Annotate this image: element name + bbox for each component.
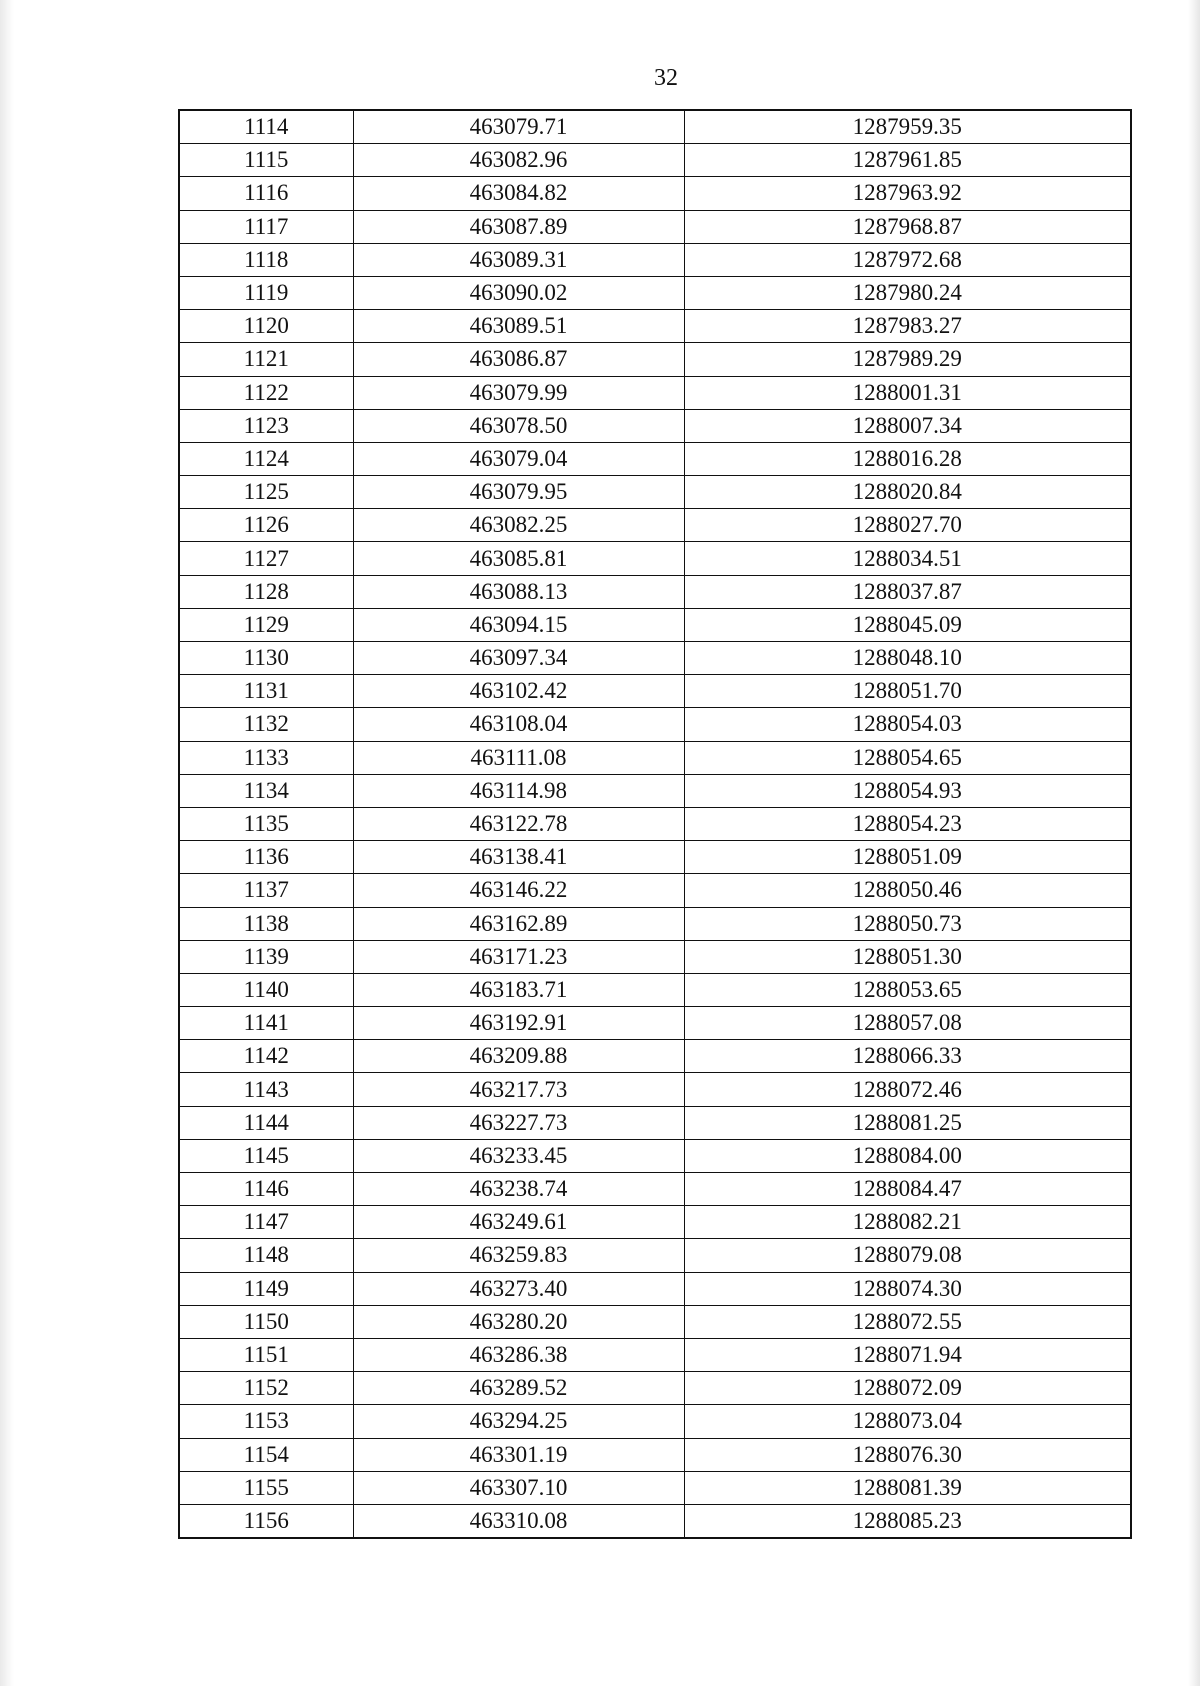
y-coordinate-cell: 1288048.10: [684, 642, 1131, 675]
table-row: [179, 575, 1131, 608]
table-row: [179, 110, 1131, 144]
y-coordinate-cell: 1288074.30: [684, 1272, 1131, 1305]
y-coordinate-cell: 1288016.28: [684, 442, 1131, 475]
point-number-cell: 1123: [179, 409, 353, 442]
x-coordinate-cell: 463310.08: [353, 1504, 684, 1538]
x-coordinate-cell: 463094.15: [353, 608, 684, 641]
table-row: [179, 841, 1131, 874]
table-row: [179, 1405, 1131, 1438]
table-row: [179, 343, 1131, 376]
x-coordinate-cell: 463171.23: [353, 940, 684, 973]
point-number-cell: 1153: [179, 1405, 353, 1438]
x-coordinate-cell: 463280.20: [353, 1305, 684, 1338]
x-coordinate-cell: 463086.87: [353, 343, 684, 376]
table-row: [179, 1504, 1131, 1538]
table-row: [179, 1305, 1131, 1338]
x-coordinate-cell: 463082.25: [353, 509, 684, 542]
x-coordinate-cell: 463084.82: [353, 177, 684, 210]
x-coordinate-cell: 463087.89: [353, 210, 684, 243]
y-coordinate-cell: 1288085.23: [684, 1504, 1131, 1538]
table-row: [179, 509, 1131, 542]
point-number-cell: 1129: [179, 608, 353, 641]
x-coordinate-cell: 463289.52: [353, 1372, 684, 1405]
x-coordinate-cell: 463249.61: [353, 1206, 684, 1239]
x-coordinate-cell: 463102.42: [353, 675, 684, 708]
table-row: [179, 1073, 1131, 1106]
y-coordinate-cell: 1288050.73: [684, 907, 1131, 940]
y-coordinate-cell: 1287983.27: [684, 310, 1131, 343]
x-coordinate-cell: 463259.83: [353, 1239, 684, 1272]
x-coordinate-cell: 463108.04: [353, 708, 684, 741]
coordinate-table-body: [179, 110, 1131, 1538]
x-coordinate-cell: 463079.04: [353, 442, 684, 475]
y-coordinate-cell: 1288084.00: [684, 1139, 1131, 1172]
y-coordinate-cell: 1287959.35: [684, 110, 1131, 144]
x-coordinate-cell: 463138.41: [353, 841, 684, 874]
x-coordinate-cell: 463114.98: [353, 774, 684, 807]
x-coordinate-cell: 463122.78: [353, 807, 684, 840]
x-coordinate-cell: 463227.73: [353, 1106, 684, 1139]
x-coordinate-cell: 463162.89: [353, 907, 684, 940]
table-row: [179, 1372, 1131, 1405]
point-number-cell: 1121: [179, 343, 353, 376]
table-row: [179, 1438, 1131, 1471]
point-number-cell: 1126: [179, 509, 353, 542]
y-coordinate-cell: 1288050.46: [684, 874, 1131, 907]
y-coordinate-cell: 1288020.84: [684, 476, 1131, 509]
y-coordinate-cell: 1288054.03: [684, 708, 1131, 741]
table-row: [179, 210, 1131, 243]
point-number-cell: 1130: [179, 642, 353, 675]
y-coordinate-cell: 1288054.93: [684, 774, 1131, 807]
y-coordinate-cell: 1288076.30: [684, 1438, 1131, 1471]
table-row: [179, 708, 1131, 741]
y-coordinate-cell: 1287980.24: [684, 276, 1131, 309]
y-coordinate-cell: 1288027.70: [684, 509, 1131, 542]
y-coordinate-cell: 1287968.87: [684, 210, 1131, 243]
point-number-cell: 1132: [179, 708, 353, 741]
x-coordinate-cell: 463238.74: [353, 1173, 684, 1206]
table-row: [179, 476, 1131, 509]
y-coordinate-cell: 1288001.31: [684, 376, 1131, 409]
y-coordinate-cell: 1288045.09: [684, 608, 1131, 641]
y-coordinate-cell: 1288079.08: [684, 1239, 1131, 1272]
coordinate-table: [178, 109, 1132, 1539]
x-coordinate-cell: 463307.10: [353, 1471, 684, 1504]
table-row: [179, 442, 1131, 475]
y-coordinate-cell: 1288037.87: [684, 575, 1131, 608]
point-number-cell: 1150: [179, 1305, 353, 1338]
table-row: [179, 642, 1131, 675]
y-coordinate-cell: 1288073.04: [684, 1405, 1131, 1438]
table-row: [179, 741, 1131, 774]
point-number-cell: 1140: [179, 973, 353, 1006]
point-number-cell: 1117: [179, 210, 353, 243]
x-coordinate-cell: 463294.25: [353, 1405, 684, 1438]
point-number-cell: 1124: [179, 442, 353, 475]
y-coordinate-cell: 1287961.85: [684, 144, 1131, 177]
point-number-cell: 1145: [179, 1139, 353, 1172]
point-number-cell: 1122: [179, 376, 353, 409]
x-coordinate-cell: 463192.91: [353, 1007, 684, 1040]
table-row: [179, 608, 1131, 641]
table-row: [179, 973, 1131, 1006]
point-number-cell: 1154: [179, 1438, 353, 1471]
y-coordinate-cell: 1288051.30: [684, 940, 1131, 973]
table-row: [179, 940, 1131, 973]
y-coordinate-cell: 1288054.23: [684, 807, 1131, 840]
table-row: [179, 310, 1131, 343]
page-number: 32: [654, 65, 678, 91]
table-row: [179, 376, 1131, 409]
table-row: [179, 907, 1131, 940]
point-number-cell: 1133: [179, 741, 353, 774]
y-coordinate-cell: 1288034.51: [684, 542, 1131, 575]
x-coordinate-cell: 463146.22: [353, 874, 684, 907]
x-coordinate-cell: 463078.50: [353, 409, 684, 442]
point-number-cell: 1127: [179, 542, 353, 575]
table-row: [179, 874, 1131, 907]
y-coordinate-cell: 1288081.25: [684, 1106, 1131, 1139]
x-coordinate-cell: 463079.95: [353, 476, 684, 509]
point-number-cell: 1146: [179, 1173, 353, 1206]
point-number-cell: 1155: [179, 1471, 353, 1504]
x-coordinate-cell: 463079.99: [353, 376, 684, 409]
table-row: [179, 1272, 1131, 1305]
point-number-cell: 1156: [179, 1504, 353, 1538]
point-number-cell: 1118: [179, 243, 353, 276]
table-row: [179, 1139, 1131, 1172]
scan-edge-right: [1188, 0, 1200, 1686]
point-number-cell: 1134: [179, 774, 353, 807]
y-coordinate-cell: 1288007.34: [684, 409, 1131, 442]
table-row: [179, 409, 1131, 442]
point-number-cell: 1131: [179, 675, 353, 708]
y-coordinate-cell: 1288054.65: [684, 741, 1131, 774]
x-coordinate-cell: 463183.71: [353, 973, 684, 1006]
x-coordinate-cell: 463090.02: [353, 276, 684, 309]
table-row: [179, 1040, 1131, 1073]
y-coordinate-cell: 1288071.94: [684, 1338, 1131, 1371]
point-number-cell: 1120: [179, 310, 353, 343]
y-coordinate-cell: 1288057.08: [684, 1007, 1131, 1040]
point-number-cell: 1148: [179, 1239, 353, 1272]
x-coordinate-cell: 463085.81: [353, 542, 684, 575]
point-number-cell: 1149: [179, 1272, 353, 1305]
table-row: [179, 542, 1131, 575]
point-number-cell: 1137: [179, 874, 353, 907]
table-row: [179, 1239, 1131, 1272]
x-coordinate-cell: 463233.45: [353, 1139, 684, 1172]
y-coordinate-cell: 1288072.55: [684, 1305, 1131, 1338]
y-coordinate-cell: 1288072.46: [684, 1073, 1131, 1106]
point-number-cell: 1139: [179, 940, 353, 973]
point-number-cell: 1136: [179, 841, 353, 874]
y-coordinate-cell: 1288051.09: [684, 841, 1131, 874]
table-row: [179, 1338, 1131, 1371]
point-number-cell: 1144: [179, 1106, 353, 1139]
x-coordinate-cell: 463097.34: [353, 642, 684, 675]
x-coordinate-cell: 463301.19: [353, 1438, 684, 1471]
point-number-cell: 1114: [179, 110, 353, 144]
y-coordinate-cell: 1288053.65: [684, 973, 1131, 1006]
point-number-cell: 1119: [179, 276, 353, 309]
point-number-cell: 1115: [179, 144, 353, 177]
y-coordinate-cell: 1288084.47: [684, 1173, 1131, 1206]
point-number-cell: 1128: [179, 575, 353, 608]
table-row: [179, 144, 1131, 177]
table-row: [179, 1471, 1131, 1504]
x-coordinate-cell: 463089.31: [353, 243, 684, 276]
table-row: [179, 774, 1131, 807]
x-coordinate-cell: 463273.40: [353, 1272, 684, 1305]
point-number-cell: 1147: [179, 1206, 353, 1239]
point-number-cell: 1141: [179, 1007, 353, 1040]
point-number-cell: 1151: [179, 1338, 353, 1371]
x-coordinate-cell: 463209.88: [353, 1040, 684, 1073]
table-row: [179, 243, 1131, 276]
x-coordinate-cell: 463082.96: [353, 144, 684, 177]
y-coordinate-cell: 1288081.39: [684, 1471, 1131, 1504]
point-number-cell: 1142: [179, 1040, 353, 1073]
table-row: [179, 1206, 1131, 1239]
point-number-cell: 1152: [179, 1372, 353, 1405]
scan-edge-left: [0, 0, 14, 1686]
table-row: [179, 276, 1131, 309]
point-number-cell: 1116: [179, 177, 353, 210]
table-row: [179, 1173, 1131, 1206]
x-coordinate-cell: 463111.08: [353, 741, 684, 774]
table-row: [179, 675, 1131, 708]
point-number-cell: 1143: [179, 1073, 353, 1106]
y-coordinate-cell: 1288082.21: [684, 1206, 1131, 1239]
table-row: [179, 1106, 1131, 1139]
y-coordinate-cell: 1288066.33: [684, 1040, 1131, 1073]
point-number-cell: 1125: [179, 476, 353, 509]
table-row: [179, 1007, 1131, 1040]
y-coordinate-cell: 1287989.29: [684, 343, 1131, 376]
table-row: [179, 807, 1131, 840]
y-coordinate-cell: 1287963.92: [684, 177, 1131, 210]
x-coordinate-cell: 463079.71: [353, 110, 684, 144]
y-coordinate-cell: 1287972.68: [684, 243, 1131, 276]
y-coordinate-cell: 1288072.09: [684, 1372, 1131, 1405]
x-coordinate-cell: 463089.51: [353, 310, 684, 343]
point-number-cell: 1135: [179, 807, 353, 840]
table-row: [179, 177, 1131, 210]
x-coordinate-cell: 463286.38: [353, 1338, 684, 1371]
x-coordinate-cell: 463088.13: [353, 575, 684, 608]
x-coordinate-cell: 463217.73: [353, 1073, 684, 1106]
point-number-cell: 1138: [179, 907, 353, 940]
y-coordinate-cell: 1288051.70: [684, 675, 1131, 708]
